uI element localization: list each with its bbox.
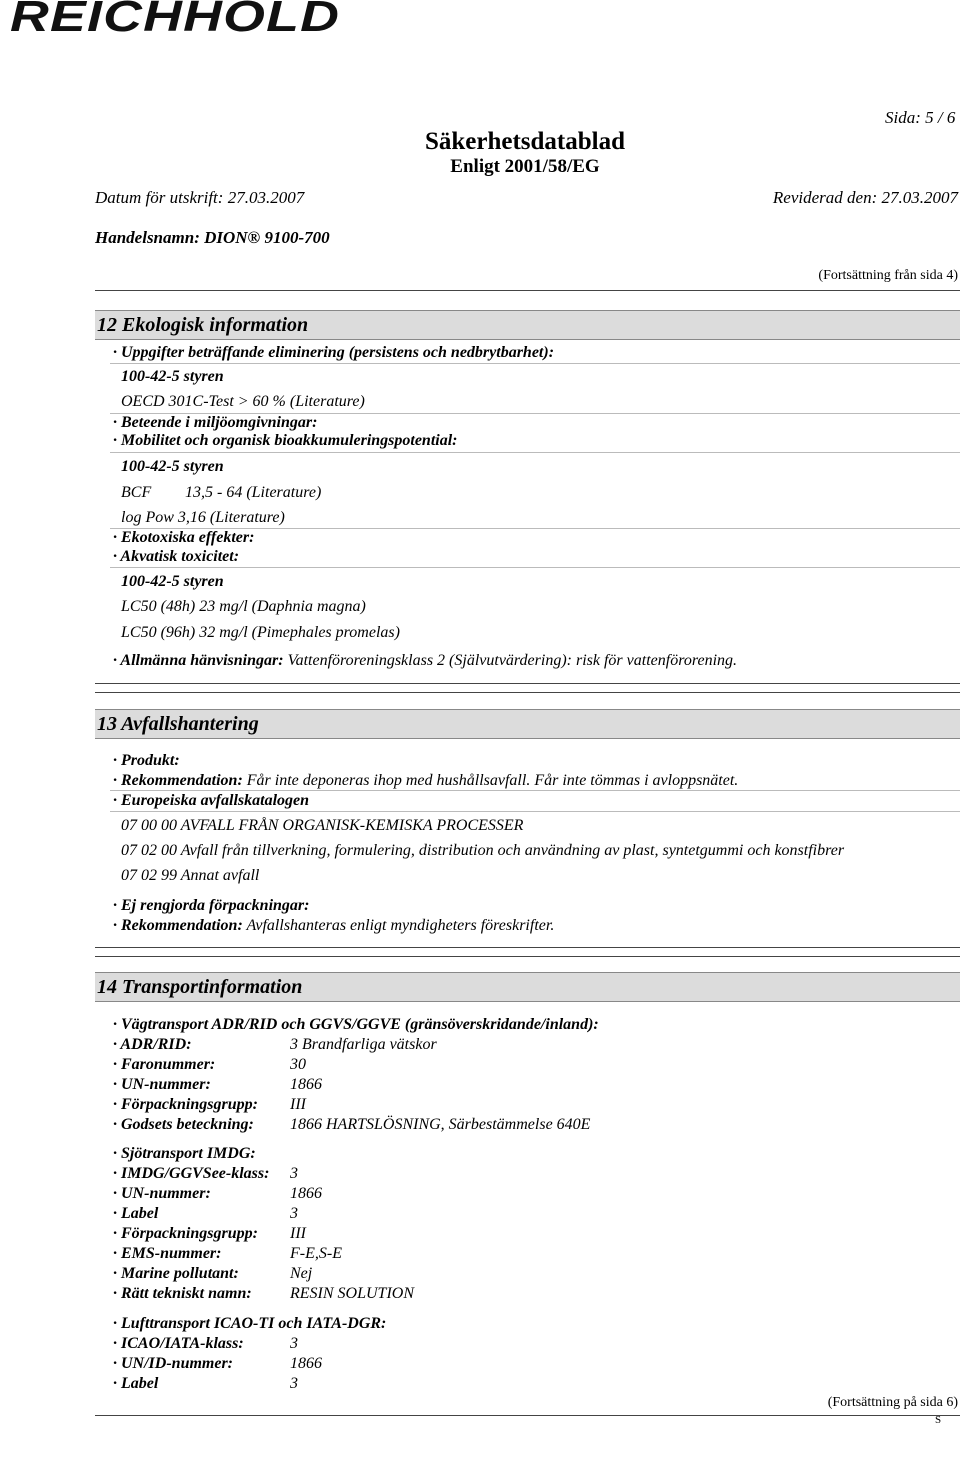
product-heading: · Produkt: bbox=[113, 752, 180, 769]
recommendation-2-label: · Rekommendation: bbox=[113, 917, 243, 934]
road-label: · ADR/RID: bbox=[113, 1036, 192, 1053]
road-value: 3 Brandfarliga vätskor bbox=[290, 1036, 437, 1053]
waste-code-3: 07 02 99 Annat avfall bbox=[121, 867, 260, 884]
sea-row bbox=[113, 1185, 322, 1203]
ecotox-heading: · Ekotoxiska effekter: bbox=[113, 529, 255, 546]
divider bbox=[110, 363, 960, 364]
recommendation-1-label: · Rekommendation: bbox=[113, 772, 243, 789]
sea-value: 3 bbox=[290, 1205, 298, 1222]
sea-row bbox=[113, 1265, 312, 1283]
page-number: Sida: 5 / 6 bbox=[885, 108, 956, 127]
sea-value: III bbox=[290, 1225, 306, 1242]
substance-3: 100-42-5 styren bbox=[121, 573, 224, 590]
road-row bbox=[113, 1056, 306, 1074]
sea-value: Nej bbox=[290, 1265, 313, 1282]
divider bbox=[110, 567, 960, 568]
road-row bbox=[113, 1076, 322, 1094]
sea-label: · IMDG/GGVSee-klass: bbox=[113, 1165, 270, 1182]
document-title: Säkerhetsdatablad bbox=[424, 128, 626, 155]
sea-value: 1866 bbox=[290, 1185, 322, 1202]
road-value: 30 bbox=[290, 1056, 306, 1073]
mobility-heading: · Mobilitet och organisk bioakkumuleringspotential: bbox=[113, 432, 458, 449]
section-12-heading: 12 Ekologisk information bbox=[95, 310, 960, 340]
continued-on: (Fortsättning på sida 6) bbox=[827, 1395, 958, 1410]
road-value: 1866 HARTSLÖSNING, Särbestämmelse 640E bbox=[290, 1116, 591, 1133]
general-notes-text: Vattenföroreningsklass 2 (Självutvärdering): risk för vattenförorening. bbox=[283, 652, 738, 669]
sea-row bbox=[113, 1245, 342, 1263]
road-label: · Förpackningsgrupp: bbox=[113, 1096, 258, 1113]
section-divider bbox=[95, 692, 960, 693]
sea-row bbox=[113, 1165, 298, 1183]
footer-mark: S bbox=[935, 1414, 942, 1426]
sea-label: · Marine pollutant: bbox=[113, 1265, 239, 1282]
air-row bbox=[113, 1335, 298, 1353]
sea-row bbox=[113, 1205, 298, 1223]
oecd-test: OECD 301C-Test > 60 % (Literature) bbox=[121, 393, 365, 410]
recommendation-2 bbox=[113, 917, 554, 935]
sea-row bbox=[113, 1285, 414, 1303]
road-row bbox=[113, 1116, 590, 1134]
road-label: · Godsets beteckning: bbox=[113, 1116, 254, 1133]
air-label: · Label bbox=[113, 1375, 159, 1392]
section-divider bbox=[95, 947, 960, 948]
road-value: 1866 bbox=[290, 1076, 322, 1093]
log-pow: log Pow 3,16 (Literature) bbox=[121, 509, 285, 526]
footer-divider bbox=[95, 1415, 960, 1416]
air-label: · UN/ID-nummer: bbox=[113, 1355, 234, 1372]
air-value: 1866 bbox=[290, 1355, 322, 1372]
air-transport-heading: · Lufttransport ICAO-TI och IATA-DGR: bbox=[113, 1315, 387, 1332]
print-date: Datum för utskrift: 27.03.2007 bbox=[95, 188, 305, 207]
header-divider bbox=[95, 290, 960, 291]
revision-date: Reviderad den: 27.03.2007 bbox=[772, 188, 958, 207]
general-notes-label: · Allmänna hänvisningar: bbox=[113, 652, 284, 669]
sea-label: · Label bbox=[113, 1205, 159, 1222]
aquatic-heading: · Akvatisk toxicitet: bbox=[113, 548, 240, 565]
lc50-pimephales: LC50 (96h) 32 mg/l (Pimephales promelas) bbox=[121, 624, 400, 641]
divider bbox=[110, 452, 960, 453]
section-13-heading: 13 Avfallshantering bbox=[95, 709, 960, 739]
recommendation-1 bbox=[113, 772, 738, 790]
substance-1: 100-42-5 styren bbox=[121, 368, 224, 385]
waste-code-2: 07 02 00 Avfall från tillverkning, formulering, distribution och användning av plast, syntetgummi och konstfibrer bbox=[121, 842, 845, 859]
section-divider bbox=[95, 956, 960, 957]
sea-value: RESIN SOLUTION bbox=[290, 1285, 415, 1302]
divider bbox=[110, 811, 960, 812]
road-value: III bbox=[290, 1096, 306, 1113]
divider bbox=[110, 790, 960, 791]
lc50-daphnia: LC50 (48h) 23 mg/l (Daphnia magna) bbox=[121, 598, 366, 615]
sea-row bbox=[113, 1225, 306, 1243]
section-divider bbox=[95, 683, 960, 684]
recommendation-1-text: Får inte deponeras ihop med hushållsavfall. Får inte tömmas i avloppsnätet. bbox=[242, 772, 739, 789]
continued-from: (Fortsättning från sida 4) bbox=[818, 268, 958, 283]
road-label: · UN-nummer: bbox=[113, 1076, 211, 1093]
company-logo: REICHHOLD bbox=[10, 0, 341, 41]
air-row bbox=[113, 1355, 322, 1373]
behaviour-heading: · Beteende i miljöomgivningar: bbox=[113, 414, 318, 431]
air-label: · ICAO/IATA-klass: bbox=[113, 1335, 244, 1352]
section-14-heading: 14 Transportinformation bbox=[95, 972, 960, 1002]
sea-label: · Förpackningsgrupp: bbox=[113, 1225, 258, 1242]
air-value: 3 bbox=[290, 1375, 298, 1392]
sea-transport-heading: · Sjötransport IMDG: bbox=[113, 1145, 256, 1162]
road-row bbox=[113, 1036, 437, 1054]
recommendation-2-text: Avfallshanteras enligt myndigheters föreskrifter. bbox=[242, 917, 555, 934]
document-subtitle: Enligt 2001/58/EG bbox=[450, 156, 600, 177]
air-value: 3 bbox=[290, 1335, 298, 1352]
sea-label: · EMS-nummer: bbox=[113, 1245, 222, 1262]
general-notes bbox=[113, 652, 737, 670]
road-row bbox=[113, 1096, 306, 1114]
road-transport-heading: · Vägtransport ADR/RID och GGVS/GGVE (gränsöverskridande/inland): bbox=[113, 1016, 599, 1033]
road-label: · Faronummer: bbox=[113, 1056, 216, 1073]
waste-code-1: 07 00 00 AVFALL FRÅN ORGANISK-KEMISKA PROCESSER bbox=[121, 817, 524, 834]
sea-label: · Rätt tekniskt namn: bbox=[113, 1285, 252, 1302]
packaging-heading: · Ej rengjorda förpackningar: bbox=[113, 897, 310, 914]
air-row bbox=[113, 1375, 298, 1393]
sea-label: · UN-nummer: bbox=[113, 1185, 211, 1202]
sea-value: 3 bbox=[290, 1165, 298, 1182]
bcf-value: 13,5 - 64 (Literature) bbox=[185, 484, 322, 501]
sea-value: F-E,S-E bbox=[290, 1245, 342, 1262]
substance-2: 100-42-5 styren bbox=[121, 458, 224, 475]
elimination-heading: · Uppgifter beträffande eliminering (persistens och nedbrytbarhet): bbox=[113, 344, 555, 361]
bcf-label: BCF bbox=[121, 484, 152, 501]
trade-name: Handelsnamn: DION® 9100-700 bbox=[95, 228, 330, 247]
waste-catalogue-heading: · Europeiska avfallskatalogen bbox=[113, 792, 310, 809]
